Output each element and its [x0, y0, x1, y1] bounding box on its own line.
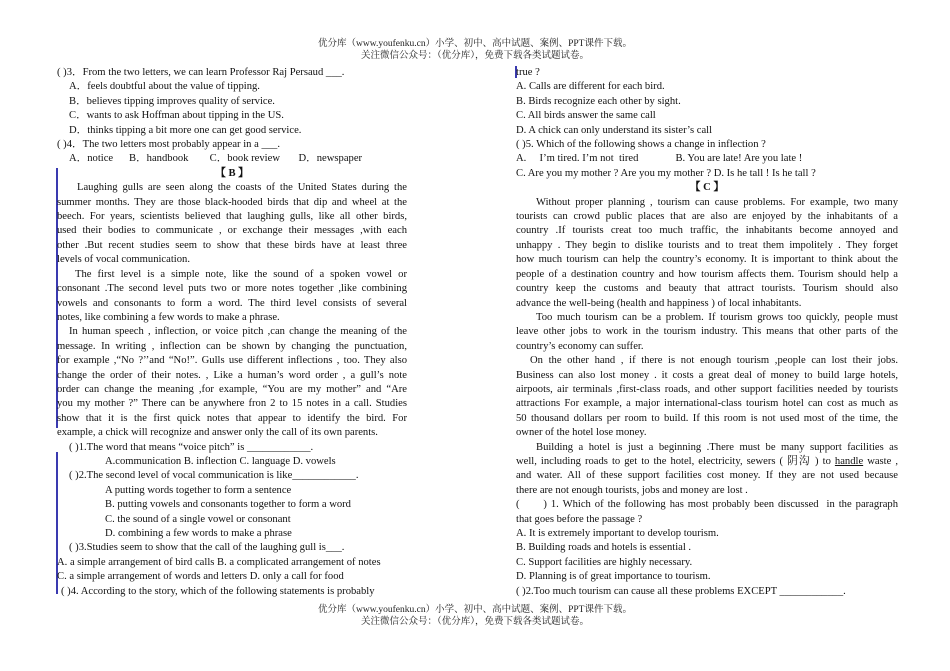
- page-footer: [0, 604, 950, 628]
- passage-line: attractions For example, a major international-class tourism hotel can cost as much as: [516, 398, 898, 410]
- passage-line: leave other jobs to work in the tourism industry. This means that other parts of the: [516, 326, 898, 338]
- option: B. Building roads and hotels is essential .: [516, 542, 692, 554]
- options-row: C. a simple arrangement of words and letters D. only a call for food: [57, 571, 344, 583]
- header-line-1: 优分库（www.youfenku.cn）小学、初中、高中试题、案例、PPT课件下载。: [318, 39, 632, 49]
- option: C. All birds answer the same call: [516, 110, 656, 122]
- question-b4: ( )4. According to the story, which of the following statements is probably: [61, 585, 375, 597]
- passage-line: Laughing gulls are seen along the coasts of the United States during the: [77, 182, 407, 194]
- passage-line: for example ,“No ?’’and “No!”. Gulls use different inflections , too. They also: [57, 355, 407, 367]
- question-b2: ( )2.The second level of vocal communication is like____________.: [69, 470, 359, 482]
- question-c1-continued: that goes before the passage ?: [516, 513, 643, 525]
- section-b-heading: 【 B 】: [215, 167, 249, 179]
- passage-line: notes, like combining a few words to make a phrase.: [57, 311, 280, 323]
- option: C．wants to ask Hoffman about tipping in the US.: [69, 110, 284, 122]
- option: A．feels doubtful about the value of tipping.: [69, 81, 260, 93]
- options-row: A．notice B．handbook C．book review D．newspaper: [69, 153, 363, 165]
- passage-text: waste ,: [863, 455, 898, 467]
- passage-line: used their bodies to communicate , or exchange their messages ,with each: [57, 225, 407, 237]
- option: A. Calls are different for each bird.: [516, 81, 665, 93]
- passage-line: tourists can crowd public places that are also are enjoyed by the inhabitants of a: [516, 211, 898, 223]
- passage-line: show that it is the first quick notes that appear to identify the bird. For: [57, 412, 407, 424]
- question-4: ( )4．The two letters most probably appear in a ___.: [57, 139, 280, 151]
- passage-line: you my mother ?” There can be anywhere fron 2 to 15 notes in a call. Studies: [57, 398, 407, 410]
- option: D. A chick can only understand its sister’s call: [516, 124, 713, 136]
- footer-line-1: 优分库（www.youfenku.cn）小学、初中、高中试题、案例、PPT课件下载。: [318, 605, 632, 615]
- passage-line: In human speech , inflection, or voice pitch ,can change the meaning of the: [69, 326, 407, 338]
- passage-line: there are not enough tourists, jobs and money are lost .: [516, 484, 748, 496]
- passage-line: Too much tourism can be a problem. If tourism grows too quickly, people must: [536, 311, 898, 323]
- options-row: A. I’m tired. I’m not tired B. You are late! Are you late !: [516, 153, 803, 165]
- option: C. Support facilities are highly necessary.: [516, 556, 693, 568]
- footer-line-2: 关注微信公众号：（优分库），免费下载各类试题试卷。: [360, 617, 589, 627]
- passage-text: well, including roads to get to the hotel, electricity, sewers ( 阴沟 ) to: [516, 455, 835, 467]
- passage-line: Business can also lost money . it costs a great deal of money to build large hotels,: [516, 369, 898, 381]
- options-row: A. a simple arrangement of bird calls B. a complicated arrangement of notes: [57, 556, 381, 568]
- passage-line: advance the well-being (health and happiness ) of local inhabitants.: [516, 297, 802, 309]
- question-b3: ( )3.Studies seem to show that the call of the laughing gull is___.: [69, 542, 345, 554]
- passage-line: vowels and consonants to form a word. The third level consists of several: [57, 297, 407, 309]
- passage-line: country’s economy can suffer.: [516, 340, 644, 352]
- options-row: C. Are you my mother ? Are you my mother ? D. Is he tall ! Is he tall ?: [516, 167, 816, 179]
- passage-line: beech. For years, scientists believed that laughing gulls, like all other birds,: [57, 211, 407, 223]
- passage-line: country .If tourists creat too much traffic, the inhabitants become annoyed and: [516, 225, 898, 237]
- question-b4-continued: true ?: [516, 67, 540, 78]
- question-3: ( )3．From the two letters, we can learn Professor Raj Persaud ___.: [57, 67, 345, 78]
- question-c2: ( )2.Too much tourism can cause all these problems EXCEPT ____________.: [516, 585, 846, 597]
- passage-line: summer months. They are those black-hooded birds that dip and wheel at the: [57, 196, 407, 208]
- option: C. the sound of a single vowel or consonant: [105, 513, 291, 525]
- passage-line: Building a hotel is just a beginning .There must be many support facilities as: [536, 441, 898, 453]
- option: D．thinks tipping a bit more one can get good service.: [69, 124, 302, 136]
- options-row: A.communication B. inflection C. language D. vowels: [105, 455, 336, 467]
- passage-line: example, a chick will recognize and answer only the call of its own parents.: [57, 427, 378, 439]
- section-c-heading: 【 C 】: [689, 182, 725, 194]
- question-b1: ( )1.The word that means “voice pitch” is ____________.: [69, 441, 314, 453]
- passage-line: consonant .The second level puts two or more notes together ,like combining: [57, 283, 407, 295]
- header-line-2: 关注微信公众号：（优分库），免费下载各类试题试卷。: [360, 51, 589, 61]
- passage-line: [516, 455, 898, 469]
- passage-line: owner of the hotel lose money.: [516, 427, 647, 439]
- page-header: [0, 38, 950, 62]
- option: B．believes tipping improves quality of service.: [69, 95, 275, 107]
- option: D. combining a few words to make a phrase: [105, 528, 292, 539]
- passage-line: message. In writing , inflection can be shown by changing the punctuation,: [57, 340, 407, 352]
- question-c1: ( ) 1. Which of the following has most probably been discussed in the paragraph: [516, 499, 898, 511]
- passage-line: The first level is a simple note, like the sound of a spoken vowel or: [75, 268, 407, 280]
- passage-line: Without proper planning , tourism can cause problems. For example, two many: [536, 196, 898, 208]
- passage-line: 50 thousand dollars per room to build. If this room is not used most of the time, the: [516, 412, 898, 424]
- passage-line: On the other hand , if there is not enough tourism ,people can lost their jobs.: [530, 355, 898, 367]
- passage-line: other .But recent studies seem to show that these birds have at least three: [57, 239, 407, 251]
- option: B. Birds recognize each other by sight.: [516, 95, 681, 107]
- passage-line: order can change the meaning ,for example, “You are my mother” and “Are: [57, 383, 407, 395]
- passage-line: people of a destination country and how tourism affects them. Tourism should help a: [516, 268, 898, 280]
- passage-line: how much tourism can help the country’s economy. It is important to think about the: [516, 254, 898, 266]
- passage-line: levels of vocal communication.: [57, 254, 190, 266]
- option: A putting words together to form a sentence: [105, 484, 292, 496]
- option: A. It is extremely important to develop tourism.: [516, 528, 719, 539]
- passage-line: airpoots, air terminals ,first-class roads, and other support facilities needed by tourists: [516, 383, 898, 395]
- question-b5: ( )5. Which of the following shows a change in inflection ?: [516, 139, 766, 151]
- passage-line: change the order of their notes. , Like a human’s word order , a gull’s note: [57, 369, 407, 381]
- left-column: [57, 66, 407, 599]
- underlined-word: handle: [834, 455, 864, 467]
- right-column: [516, 66, 898, 599]
- passage-line: and water. All of these support facilities cost money. If they are not used because: [516, 470, 898, 482]
- option: B. putting vowels and consonants together to form a word: [105, 499, 351, 511]
- option: D. Planning is of great importance to tourism.: [516, 571, 711, 583]
- passage-line: unhappy . They begin to dislike tourists and to treat them impolitely . They forget: [516, 239, 898, 251]
- passage-line: country keep the customs and beauty that attract tourists. Tourism should also: [516, 283, 898, 295]
